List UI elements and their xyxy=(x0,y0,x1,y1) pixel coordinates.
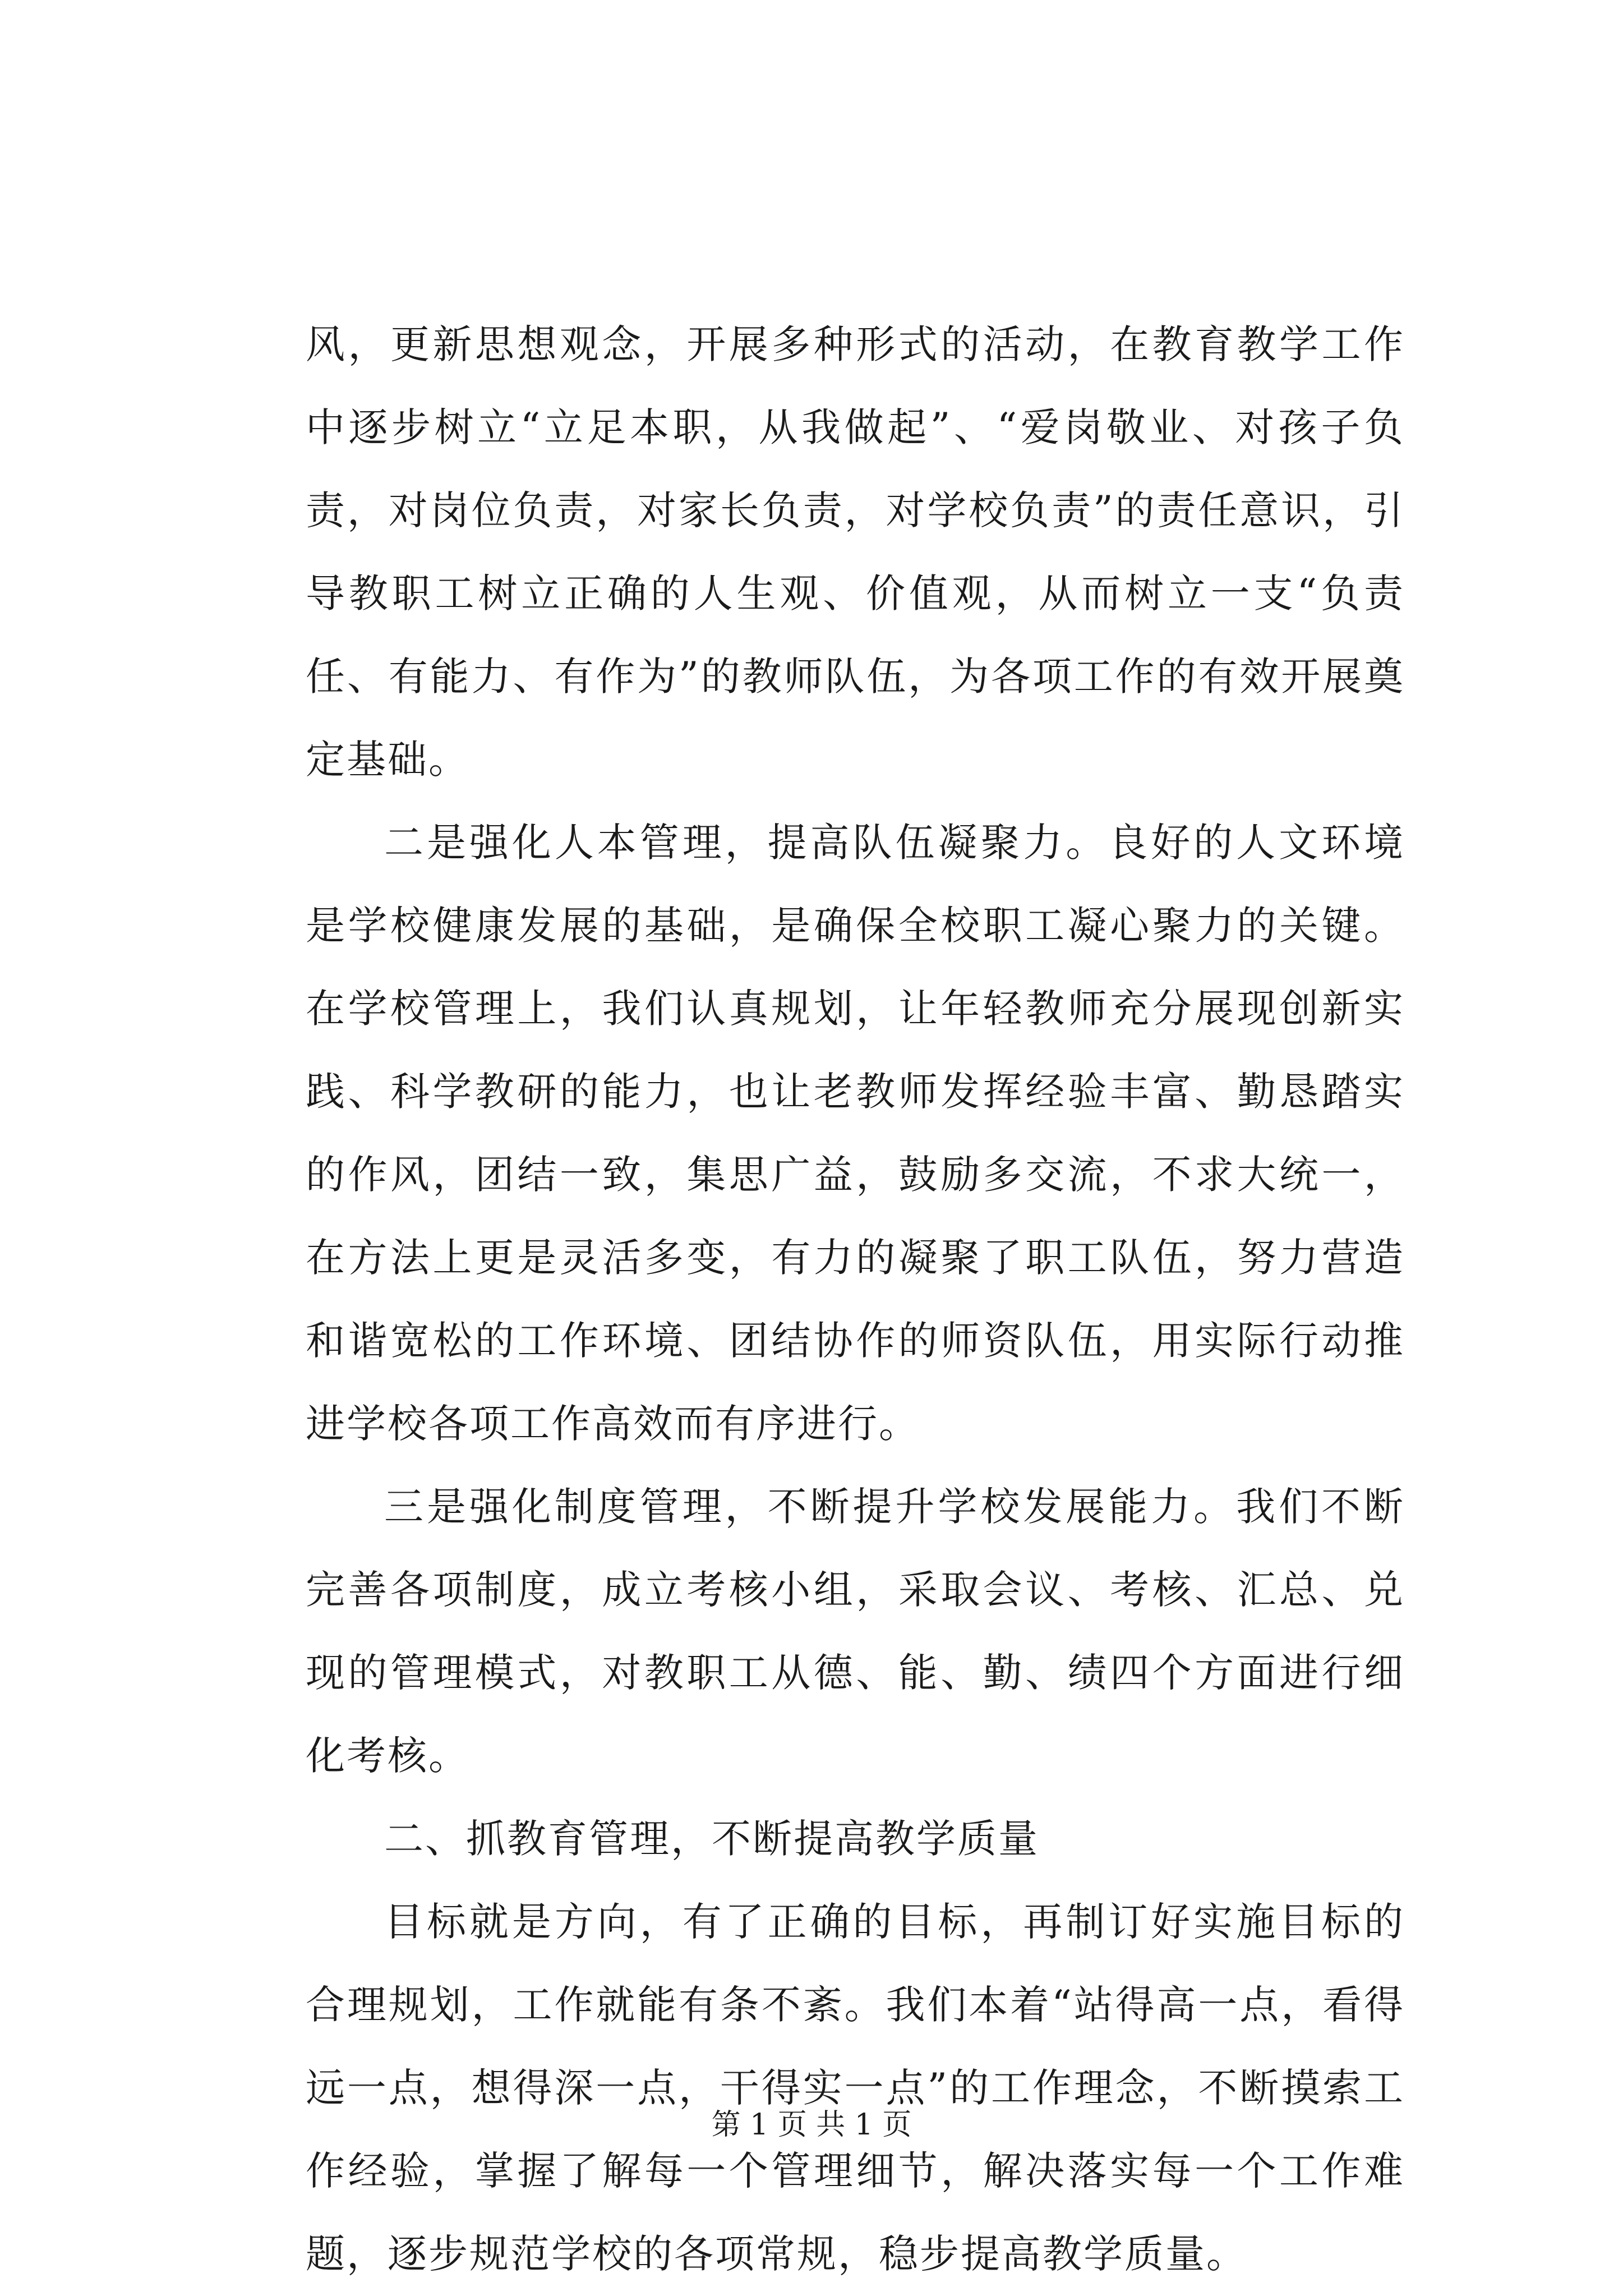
section-heading-education-management: 二、抓教育管理，不断提高教学质量 xyxy=(384,1816,1039,1862)
paragraph-system-management: 三是强化制度管理，不断提升学校发展能力。我们不断完善各项制度，成立考核小组，采取会议、考核、汇总、兑现的管理模式，对教职工从德、能、勤、绩四个方面进行细化考核。 xyxy=(306,1484,1405,1779)
paragraph-continued: 风，更新思想观念，开展多种形式的活动，在教育教学工作中逐步树立“立足本职，从我做起”、“爱岗敬业、对孩子负责，对岗位负责，对家长负责，对学校负责”的责任意识，引导教职工树立正确的人生观、价值观，从而树立一支“负责任、有能力、有作为”的教师队伍，为各项工作的有效开展奠定基础。 xyxy=(306,321,1405,783)
paragraph-people-management: 二是强化人本管理，提高队伍凝聚力。良好的人文环境是学校健康发展的基础，是确保全校职工凝心聚力的关键。在学校管理上，我们认真规划，让年轻教师充分展现创新实践、科学教研的能力，也让老教师发挥经验丰富、勤恳踏实的作风，团结一致，集思广益，鼓励多交流，不求大统一，在方法上更是灵活多变，有力的凝聚了职工队伍，努力营造和谐宽松的工作环境、团结协作的师资队伍，用实际行动推进学校各项工作高效而有序进行。 xyxy=(306,820,1405,1447)
paragraph-goals: 目标就是方向，有了正确的目标，再制订好实施目标的合理规划，工作就能有条不紊。我们本着“站得高一点，看得远一点，想得深一点，干得实一点”的工作理念，不断摸索工作经验，掌握了解每一个管理细节，解决落实每一个工作难题，逐步规范学校的各项常规，稳步提高教学质量。 xyxy=(306,1899,1405,2277)
document-body xyxy=(306,303,1405,2295)
page-number-footer: 第 1 页 共 1 页 xyxy=(711,2108,912,2142)
